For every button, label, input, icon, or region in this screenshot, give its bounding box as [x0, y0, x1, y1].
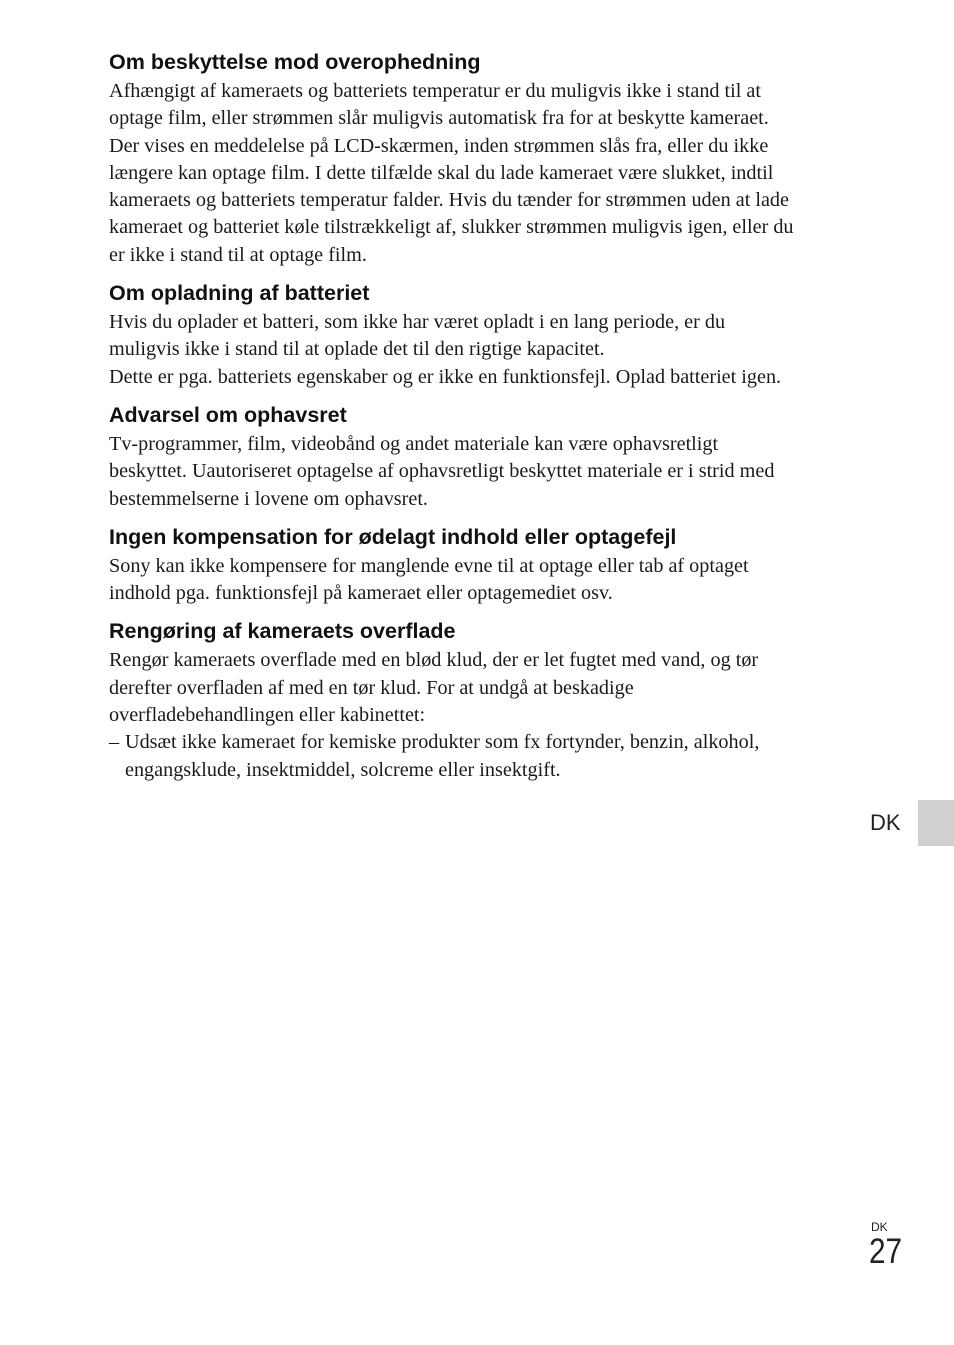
body-line: Hvis du oplader et batteri, som ikke har været opladt i en lang periode, er du [109, 311, 726, 334]
body-line: derefter overfladen af med en tør klud. For at undgå at beskadige [109, 676, 634, 699]
section-body [109, 309, 869, 391]
section-body [109, 78, 869, 269]
body-line: bestemmelserne i lovene om ophavsret. [109, 487, 428, 510]
body-line: er ikke i stand til at optage film. [109, 243, 367, 266]
body-line: længere kan optage film. I dette tilfælde skal du lade kameraet være slukket, indtil [109, 161, 774, 184]
page-content [109, 48, 869, 794]
section-no-compensation [109, 523, 869, 608]
body-line: Tv-programmer, film, videobånd og andet materiale kan være ophavsretligt [109, 432, 719, 455]
body-line: kameraet og batteriet køle tilstrækkeligt af, slukker strømmen muligvis igen, eller du [109, 216, 794, 239]
body-line: optage film, eller strømmen slår muligvis automatisk fra for at beskytte kameraet. [109, 107, 769, 130]
section-heading: Advarsel om ophavsret [109, 402, 347, 427]
bullet-dash: – [109, 731, 120, 754]
body-line: Dette er pga. batteriets egenskaber og er ikke en funktionsfejl. Oplad batteriet igen. [109, 365, 782, 388]
section-heading: Om beskyttelse mod overophedning [109, 50, 481, 74]
section-cleaning [109, 617, 869, 783]
bullet-item [109, 729, 869, 784]
body-line: indhold pga. funktionsfejl på kameraet eller optagemediet osv. [109, 582, 613, 605]
body-line: kameraets og batteriets temperatur falder. Hvis du tænder for strømmen uden at lade [109, 189, 789, 212]
body-line: overfladebehandlingen eller kabinettet: [109, 704, 426, 727]
body-line: beskyttet. Uautoriseret optagelse af ophavsretligt beskyttet materiale er i strid med [109, 460, 775, 483]
body-line: muligvis ikke i stand til at oplade det til den rigtige kapacitet. [109, 338, 605, 361]
bullet-line: engangsklude, insektmiddel, solcreme eller insektgift. [125, 758, 561, 781]
body-line: Afhængigt af kameraets og batteriets temperatur er du muligvis ikke i stand til at [109, 80, 761, 102]
section-heading: Om opladning af batteriet [109, 281, 370, 306]
section-copyright [109, 401, 869, 513]
section-overheating [109, 48, 869, 269]
section-body [109, 431, 869, 513]
body-line: Sony kan ikke kompensere for manglende evne til at optage eller tab af optaget [109, 554, 749, 577]
body-line: Der vises en meddelelse på LCD-skærmen, inden strømmen slås fra, eller du ikke [109, 134, 769, 157]
section-heading: Ingen kompensation for ødelagt indhold eller optagefejl [109, 524, 677, 549]
page-number: 27 [869, 1232, 903, 1271]
section-heading: Rengøring af kameraets overflade [109, 619, 456, 644]
section-body [109, 553, 869, 608]
language-tab-label: DK [870, 810, 901, 835]
section-body [109, 647, 869, 729]
body-line: Rengør kameraets overflade med en blød klud, der er let fugtet med vand, og tør [109, 649, 759, 672]
footer-language: DK [871, 1220, 888, 1234]
section-battery-charging [109, 279, 869, 391]
bullet-line: Udsæt ikke kameraet for kemiske produkter som fx fortynder, benzin, alkohol, [125, 731, 760, 754]
language-side-tab [918, 800, 954, 846]
